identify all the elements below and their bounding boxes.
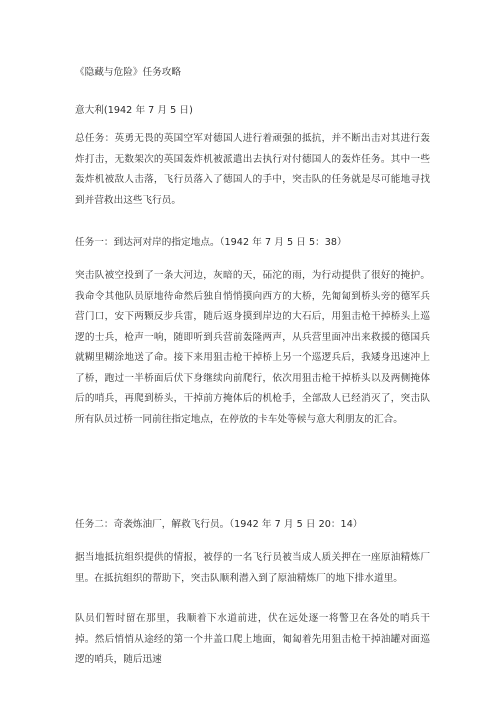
overall-mission-paragraph: 总任务：英勇无畏的英国空军对德国人进行着顽强的抵抗，并不断出击对其进行轰炸打击，无数架次的英国轰炸机被派遣出去执行对付德国人的轰炸任务。其中一些轰炸机被敌人击落，飞行员落入了德国人的手中，突击队的任务就是尽可能地寻找到并营救出这些飞行员。 bbox=[75, 133, 430, 206]
mission-1-heading: 任务一：到达河对岸的指定地点。（1942 年 7 月 5 日 5：38） bbox=[75, 237, 347, 248]
mission-2-paragraph-1: 据当地抵抗组织提供的情报，被俘的一名飞行员被当成人质关押在一座原油精炼厂里。在抵抗组织的帮助下，突击队顺利潜入到了原油精炼厂的地下排水道里。 bbox=[75, 552, 430, 584]
section-heading-italy: 意大利(1942 年 7 月 5 日) bbox=[75, 105, 193, 116]
mission-2-paragraph-2: 队员们暂时留在那里，我顺着下水道前进，伏在远处逐一将警卫在各处的哨兵干掉。然后悄悄从途经的第一个井盖口爬上地面，匍匐着先用狙击枪干掉油罐对面巡逻的哨兵，随后迅速 bbox=[75, 613, 430, 665]
mission-2-heading: 任务二：奇袭炼油厂，解救飞行员。（1942 年 7 月 5 日 20：14） bbox=[75, 519, 363, 530]
mission-1-paragraph: 突击队被空投到了一条大河边，灰暗的天，砳沱的雨，为行动提供了很好的掩护。我命令其他队员原地待命然后独自悄悄摸向西方的大桥，先匍匐到桥头旁的德军兵营门口，安下两颗反步兵雷，随后返身摸到岸边的大石后，用狙击枪干掉桥头上巡逻的士兵，枪声一响，随即听到兵营前轰隆两声，从兵营里面冲出来救援的德国兵就糊里糊涂地送了命。接下来用狙击枪干掉桥上另一个巡逻兵后，我矮身迅速冲上了桥，跑过一半桥面后伏下身继续向前爬行，依次用狙击枪干掉桥头以及两侧掩体后的哨兵，再爬到桥头，干掉前方掩体后的机枪手，全部敌人已经消灭了，突击队所有队员过桥一同前往指定地点，在停放的卡车处等候与意大利朋友的汇合。 bbox=[75, 270, 430, 425]
document-title: 《隐藏与危险》任务攻略 bbox=[75, 67, 182, 78]
